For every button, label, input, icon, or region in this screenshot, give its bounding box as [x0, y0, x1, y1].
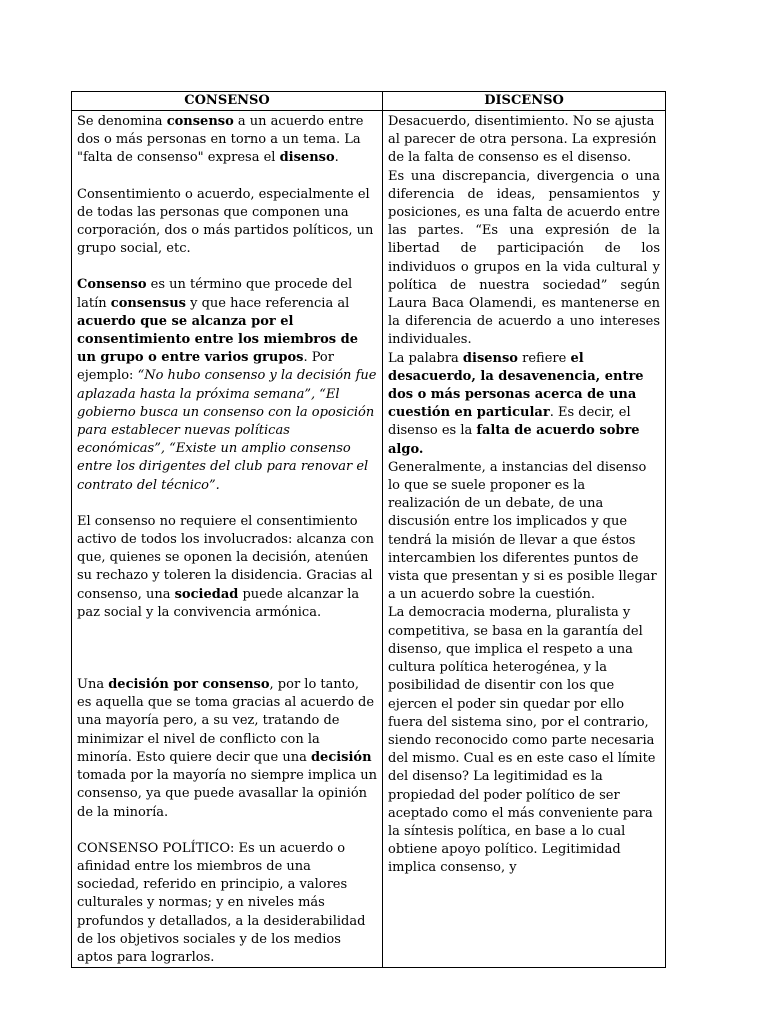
text-run: a un acuerdo entre dos o más personas en torno a un tema. La "falta de consenso" expresa el: [77, 114, 364, 166]
text-run: Consentimiento o acuerdo, especialmente el de todas las personas que componen una corporación, dos o más partidos políticos, un grupo social, etc.: [77, 186, 374, 257]
header-consenso: CONSENSO: [72, 92, 383, 111]
text-run: Generalmente, a instancias del disenso lo que se suele proponer es la realización de un debate, de una discusión entre los implicados y que tendrá la misión de llevar a que éstos intercambien los diferentes puntos de vista que presentan y si es posible llegar a un acuerdo sobre la cuestión.: [388, 459, 657, 603]
bold-text: el desacuerdo, la desavenencia, entre dos o más personas acerca de una cuestión en particular: [388, 350, 644, 421]
text-run: puede alcanzar la paz social y la convivencia armónica.: [77, 586, 360, 620]
consenso-paragraph: [77, 676, 377, 822]
discenso-paragraph: [388, 459, 660, 605]
text-run: Una: [77, 677, 109, 693]
text-run: Se denomina: [77, 114, 167, 129]
example-text: “No hubo consenso y la decisión fue aplazada hasta la próxima semana”, “El gobierno busca un consenso con la oposición para establecer nuevas políticas económicas”, “Existe un amplio consenso entre los dirigentes del club para renovar el contrato del técnico”.: [77, 368, 377, 493]
header-row: [72, 92, 666, 111]
text-run: , por lo tanto, es aquella que se toma gracias al acuerdo de una mayoría pero, a su vez, tratando de minimizar el nivel de conflicto con la minoría. Esto quiere decir que una: [77, 677, 375, 765]
comparison-table: [71, 91, 666, 968]
text-run: .: [334, 150, 339, 166]
text-run: y que hace referencia al: [185, 295, 350, 311]
bold-text: consensus: [110, 295, 186, 311]
bold-text: decisión: [310, 749, 372, 765]
header-discenso: DISCENSO: [383, 92, 666, 111]
consenso-paragraph: [77, 276, 377, 494]
text-run: es un término que procede del latín: [77, 277, 353, 311]
bold-text: sociedad: [174, 586, 239, 602]
text-run: Es una discrepancia, divergencia o una diferencia de ideas, pensamientos y posiciones, es una falta de acuerdo entre las partes. “Es una expresión de la libertad de participación de los individuos o grupos en la vida cultural y política de nuestra sociedad” según Laura Baca Olamendi, es mantenerse en la diferencia de acuerdo a uno intereses individuales.: [388, 168, 660, 348]
text-run: tomada por la mayoría no siempre implica un consenso, ya que puede avasallar la opinión de la minoría.: [77, 768, 377, 820]
bold-text: acuerdo que se alcanza por el consentimiento entre los miembros de un grupo o entre varios grupos: [77, 313, 359, 366]
consenso-paragraph: [77, 113, 377, 168]
bold-text: decisión por consenso: [108, 677, 270, 693]
bold-text: falta de acuerdo sobre algo.: [388, 423, 640, 457]
discenso-paragraph: [388, 113, 660, 168]
discenso-paragraph: [388, 168, 660, 350]
bold-text: disenso: [462, 350, 518, 366]
text-run: refiere: [517, 350, 571, 366]
content-row: [72, 111, 666, 968]
text-run: CONSENSO POLÍTICO: Es un acuerdo o afinidad entre los miembros de una sociedad, referido en principio, a valores culturales y normas; y en niveles más profundos y detallados, a la desiderabilidad de los objetivos sociales y de los medios aptos para lograrlos.: [77, 840, 366, 965]
text-run: La democracia moderna, pluralista y competitiva, se basa en la garantía del disenso, que implica el respeto a una cultura política heterogénea, y la posibilidad de disentir con los que ejercen el poder sin quedar por ello fuera del sistema sino, por el contrario, siendo reconocido como parte necesaria del mismo. Cual es en este caso el límite del disenso? La legitimidad es la propiedad del poder político de ser aceptado como el más conveniente para la síntesis política, en base a lo cual obtiene apoyo político. Legitimidad implica consenso, y: [388, 605, 656, 876]
consenso-paragraph: [77, 513, 377, 622]
bold-text: consenso: [166, 114, 234, 129]
discenso-paragraph: [388, 604, 660, 877]
consenso-paragraph: [77, 840, 377, 967]
consenso-paragraph: [77, 186, 377, 259]
text-run: . Por ejemplo:: [77, 350, 334, 384]
text-run: . Es decir, el disenso es la: [388, 405, 631, 439]
discenso-cell: [383, 111, 666, 968]
bold-text: Consenso: [77, 277, 147, 293]
consenso-cell: [72, 111, 383, 968]
bold-text: disenso: [279, 150, 335, 166]
text-run: Desacuerdo, disentimiento. No se ajusta al parecer de otra persona. La expresión de la falta de consenso es el disenso.: [388, 114, 657, 166]
discenso-paragraph: [388, 350, 660, 459]
text-run: El consenso no requiere el consentimiento activo de todos los involucrados: alcanza con que, quienes se oponen la decisión, atenúen su rechazo y toleren la disidencia. Gracias al consenso, una: [77, 513, 374, 602]
text-run: La palabra: [388, 350, 463, 366]
